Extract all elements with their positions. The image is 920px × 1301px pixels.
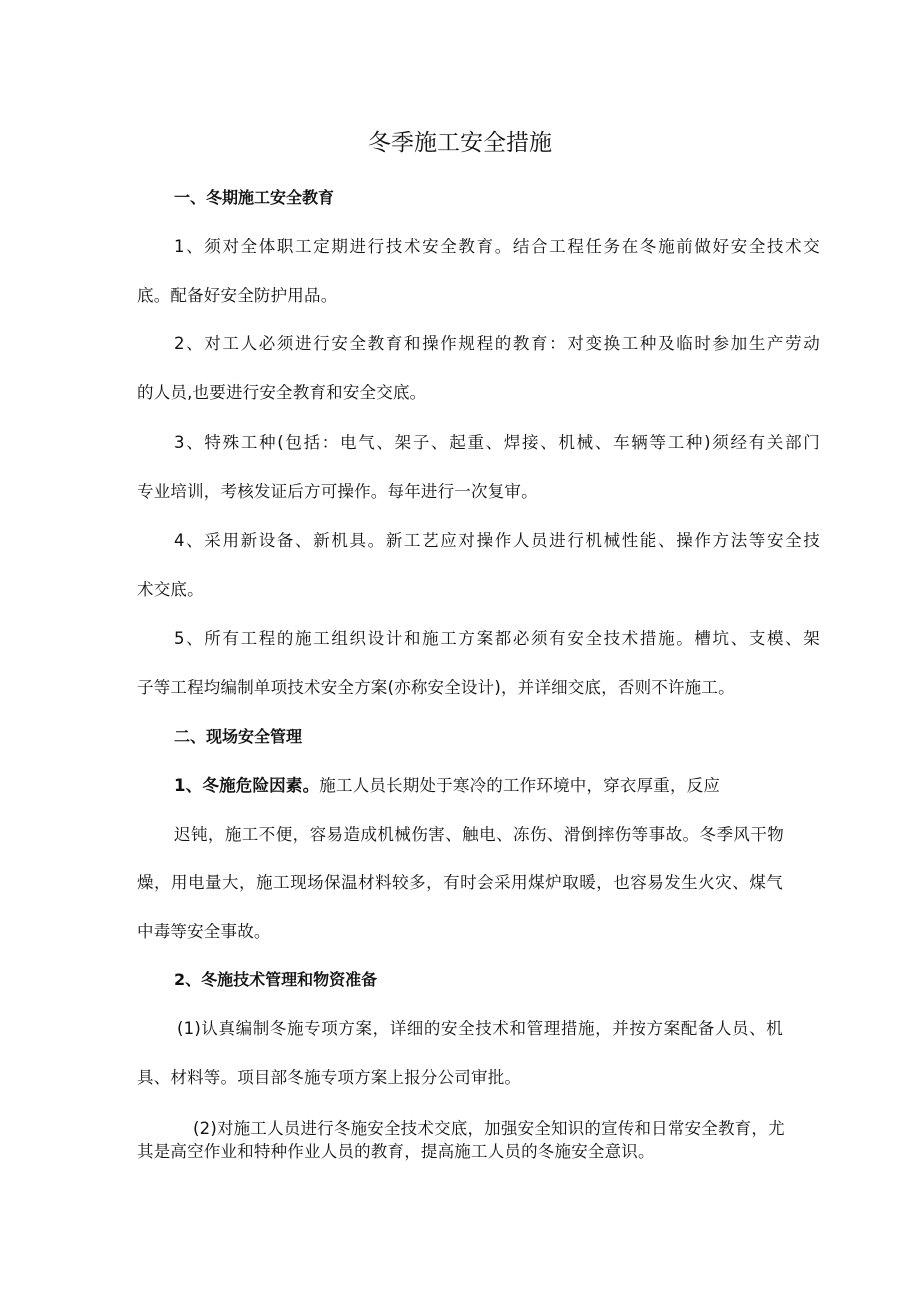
- sub-item-1-line-1: (1)认真编制冬施专项方案，详细的安全技术和管理措施，并按方案配备人员、机: [177, 1019, 783, 1038]
- item-5-line-2: 子等工程均编制单项技术安全方案(亦称安全设计)，并详细交底，否则不许施工。: [137, 678, 735, 697]
- item-3-line-2: 专业培训，考核发证后方可操作。每年进行一次复审。: [137, 482, 538, 501]
- sub-item-2-line-2: 其是高空作业和特种作业人员的教育，提高施工人员的冬施安全意识。: [137, 1142, 655, 1161]
- risk-line-1: [174, 775, 720, 797]
- document-title: 冬季施工安全措施: [368, 130, 552, 156]
- item-2-line-2: 的人员,也要进行安全教育和安全交底。: [137, 383, 427, 402]
- item-1-line-2: 底。配备好安全防护用品。: [137, 286, 338, 305]
- risk-line-1-text: 施工人员长期处于寒冷的工作环境中，穿衣厚重，反应: [319, 776, 721, 795]
- sub-item-2-line-1: (2)对施工人员进行冬施安全技术交底，加强安全知识的宣传和日常安全教育，尤: [193, 1119, 785, 1138]
- risk-line-3: 燥，用电量大，施工现场保温材料较多，有时会采用煤炉取暖，也容易发生火灾、煤气: [137, 873, 783, 892]
- section-1-heading: 一、冬期施工安全教育: [174, 188, 335, 207]
- sub-item-1-line-2: 具、材料等。项目部冬施专项方案上报分公司审批。: [137, 1068, 522, 1087]
- risk-line-4: 中毒等安全事故。: [137, 922, 271, 941]
- item-3-line-1: 3、特殊工种(包括：电气、架子、起重、焊接、机械、车辆等工种)须经有关部门: [174, 433, 820, 452]
- section-2-heading: 二、现场安全管理: [174, 727, 303, 746]
- item-4-line-1: 4、采用新设备、新机具。新工艺应对操作人员进行机械性能、操作方法等安全技: [174, 531, 820, 550]
- risk-line-2: 迟钝，施工不便，容易造成机械伤害、触电、冻伤、滑倒摔伤等事故。冬季风干物: [174, 825, 784, 844]
- subsection-2-heading: 2、冬施技术管理和物资准备: [174, 970, 378, 989]
- item-2-line-1: 2、对工人必须进行安全教育和操作规程的教育：对变换工种及临时参加生产劳动: [174, 334, 820, 353]
- item-4-line-2: 术交底。: [137, 580, 204, 599]
- item-1-line-1: 1、须对全体职工定期进行技术安全教育。结合工程任务在冬施前做好安全技术交: [174, 237, 820, 256]
- risk-lead: 1、冬施危险因素。: [174, 776, 320, 795]
- item-5-line-1: 5、所有工程的施工组织设计和施工方案都必须有安全技术措施。槽坑、支模、架: [174, 629, 820, 648]
